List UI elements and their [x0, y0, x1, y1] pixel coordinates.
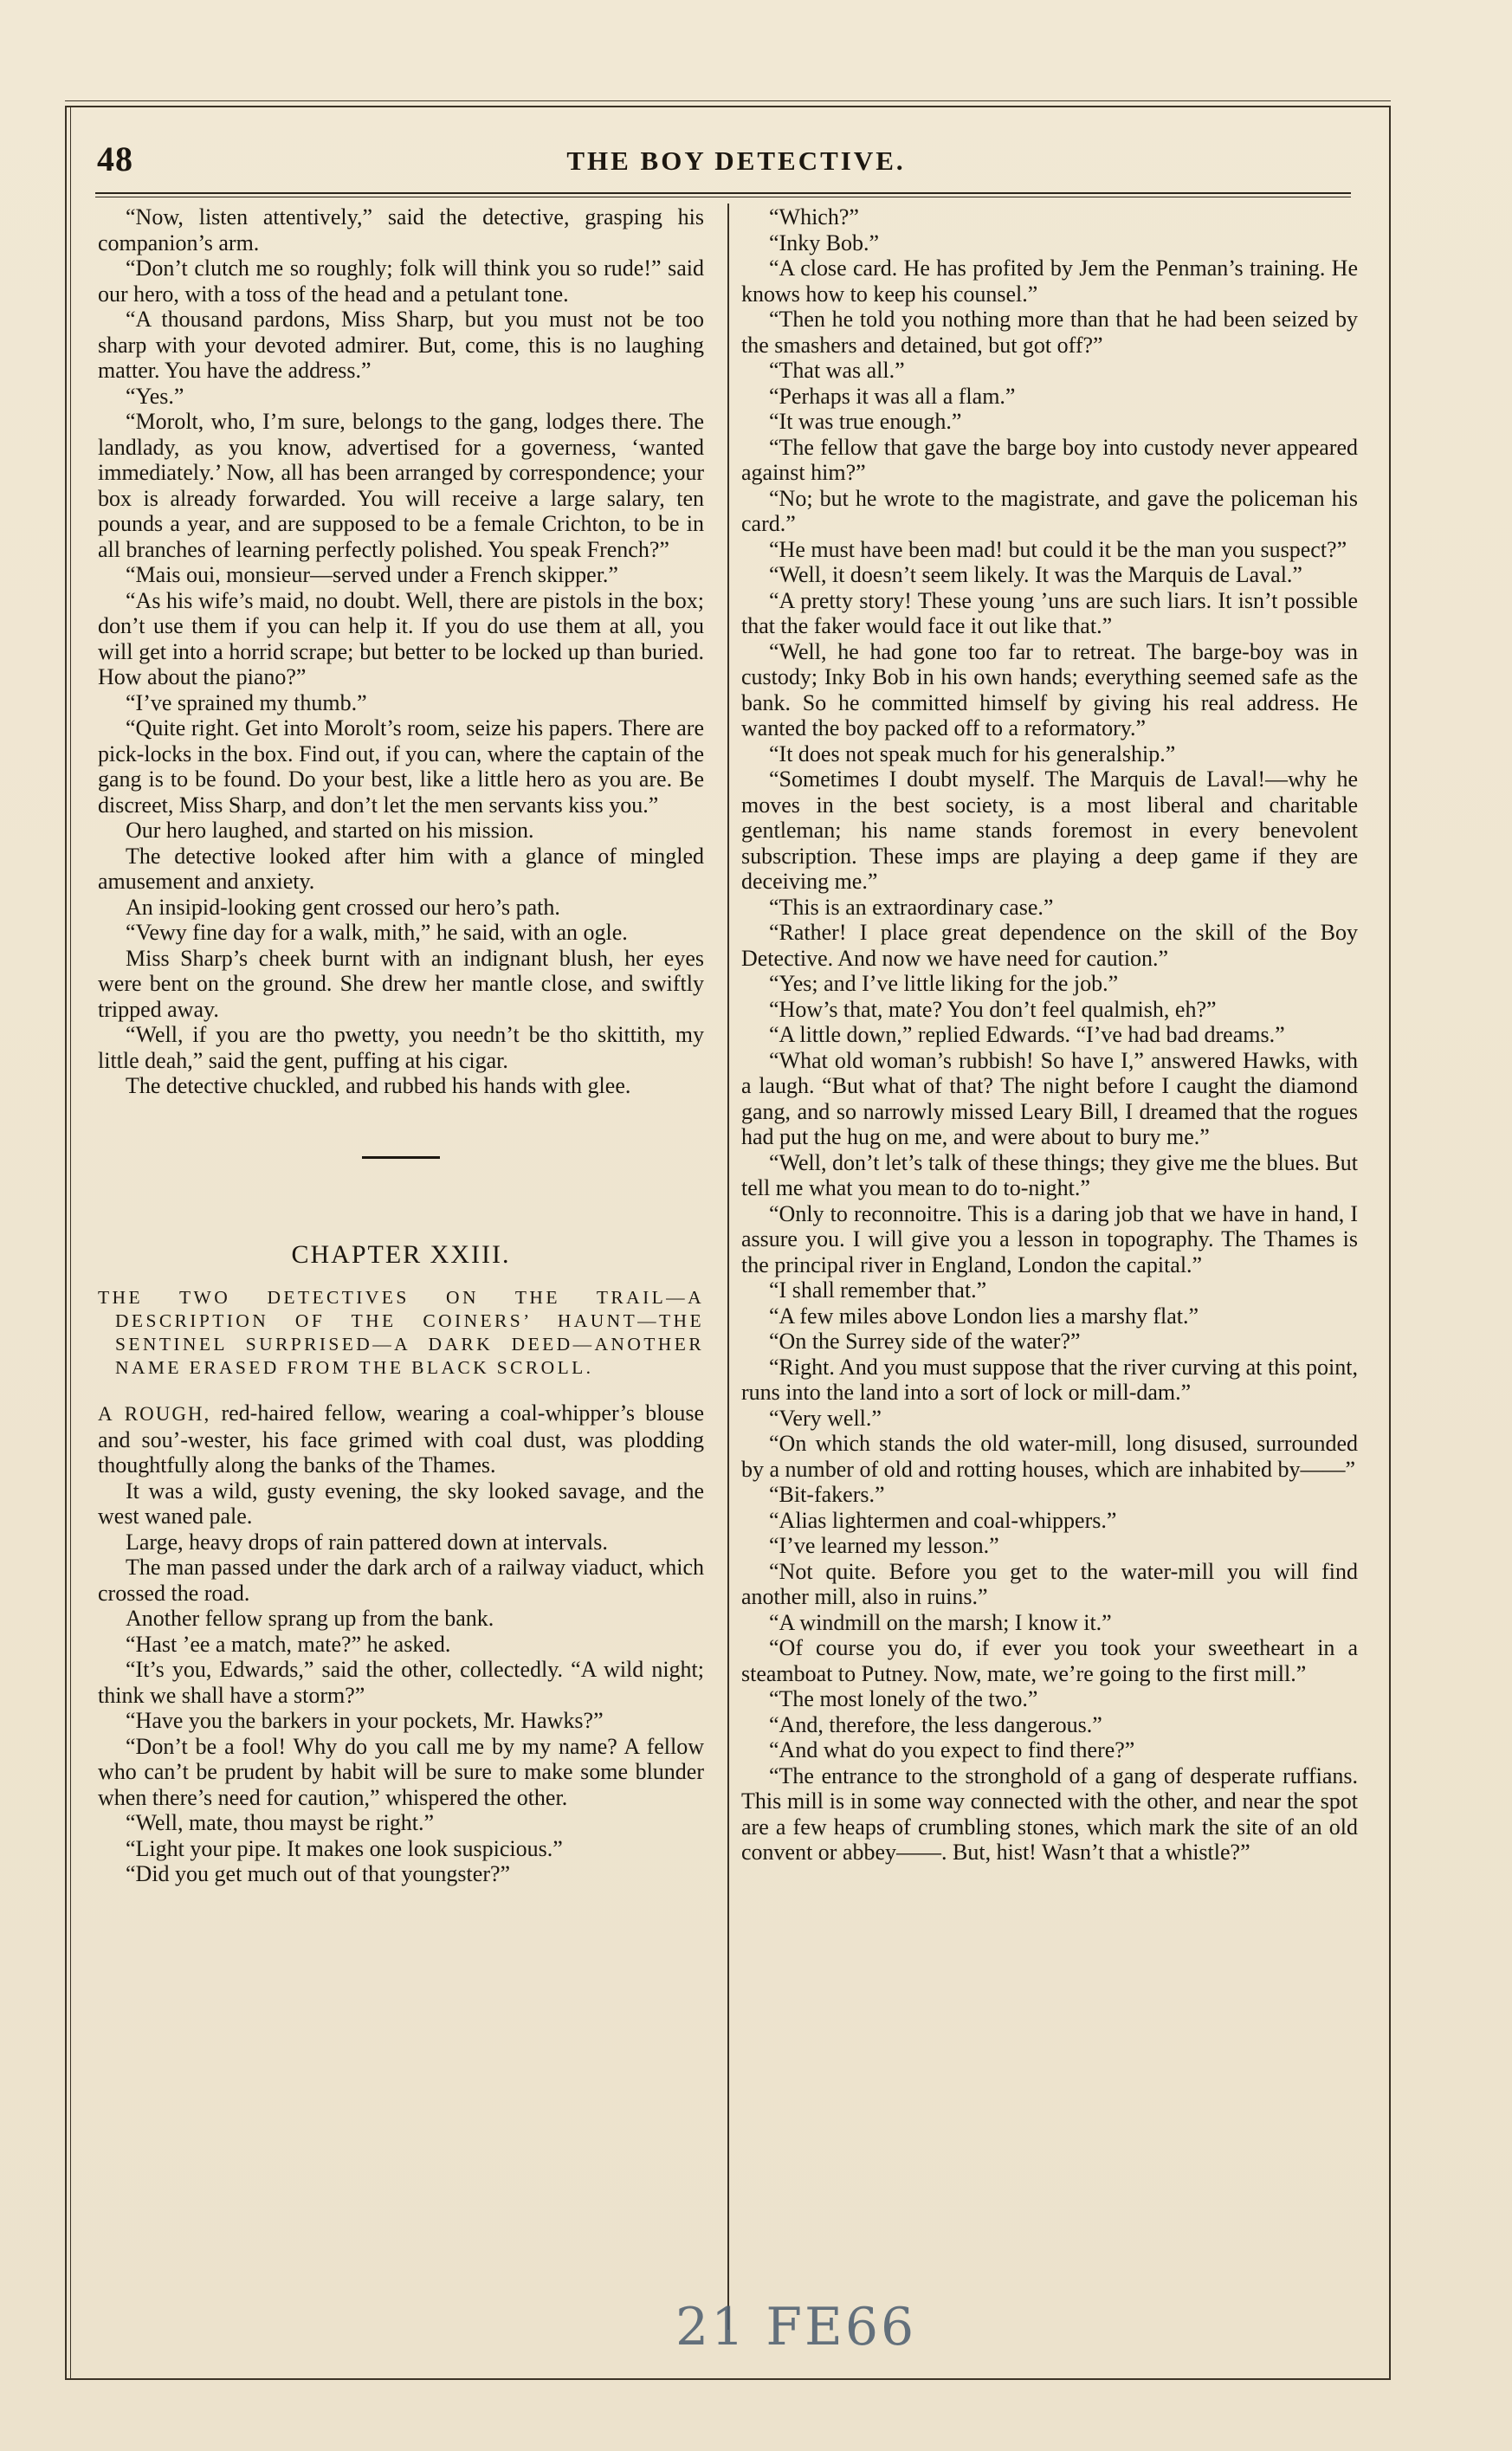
paragraph: “A few miles above London lies a marshy flat.”: [769, 1303, 1199, 1329]
paragraph: “A windmill on the marsh; I know it.”: [769, 1609, 1112, 1635]
paragraph: “Rather! I place great dependence on the skill of the Boy Detective. And now we have need for caution.”: [741, 920, 1358, 971]
library-date-stamp: 21 FE66: [675, 2297, 917, 2357]
paragraph: “Which?”: [769, 204, 859, 230]
paragraph: “Mais oui, monsieur—served under a French skipper.”: [126, 562, 618, 587]
chapter-title: CHAPTER XXIII.: [291, 1239, 511, 1269]
paragraph: “The entrance to the stronghold of a gang of desperate ruffians. This mill is in some way connected with the other, and near the spot are a few heaps of crumbling stones, which mark the site of an old convent or abbey——. But, hist! Wasn’t that a whistle?”: [741, 1762, 1358, 1865]
paragraph: “Not quite. Before you get to the water-mill you will find another mill, also in ruins.”: [741, 1558, 1358, 1609]
paragraph: The detective chuckled, and rubbed his hands with glee.: [126, 1073, 631, 1098]
paragraph: “On the Surrey side of the water?”: [769, 1329, 1081, 1354]
paragraph: “Hast ’ee a match, mate?” he asked.: [126, 1631, 451, 1657]
section-divider: [362, 1156, 440, 1159]
paragraph: “Well, it doesn’t seem likely. It was the Marquis de Laval.”: [769, 562, 1302, 587]
paragraph: “Then he told you nothing more than that he had been seized by the smashers and detained, but got off?”: [741, 307, 1358, 358]
paragraph: Large, heavy drops of rain pattered down at intervals.: [126, 1529, 608, 1555]
paragraph: “Bit-fakers.”: [769, 1482, 885, 1507]
paragraph: “I shall remember that.”: [769, 1277, 987, 1303]
paragraph: “Morolt, who, I’m sure, belongs to the gang, lodges there. The landlady, as you know, advertised for a governess, ‘wanted immediately.’ Now, all has been arranged by correspondence; your box is already forwarded. You will receive a large salary, ten pounds a year, and are supposed to be a female Crichton, to be in all branches of learning perfectly polished. You speak French?”: [98, 409, 704, 562]
paragraph: The man passed under the dark arch of a railway viaduct, which crossed the road.: [98, 1555, 704, 1606]
page-number: 48: [97, 139, 133, 178]
paragraph: Our hero laughed, and started on his mission.: [126, 818, 534, 843]
paragraph: “A close card. He has profited by Jem the Penman’s training. He knows how to keep his counsel.”: [741, 255, 1358, 307]
paragraph: “A pretty story! These young ’uns are such liars. It isn’t possible that the faker would face it out like that.”: [741, 587, 1358, 638]
right-column-text: [741, 204, 1358, 1866]
paragraph: “Don’t be a fool! Why do you call me by my name? A fellow who can’t be prudent by habit will be sure to make some blunder when there’s need for caution,” whispered the other.: [98, 1733, 704, 1810]
paragraph: “Sometimes I doubt myself. The Marquis de Laval!—why he moves in the best society, is a most liberal and charitable gentleman; his name stands foremost in every benevolent subscription. These imps are playing a deep game if they are deceiving me.”: [741, 766, 1358, 894]
paragraph: “Yes.”: [126, 383, 184, 409]
paragraph: “Did you get much out of that youngster?”: [126, 1861, 511, 1886]
paragraph: “Well, if you are tho pwetty, you needn’t be tho skittith, my little deah,” said the gent, puffing at his cigar.: [98, 1022, 704, 1073]
paragraph: “Light your pipe. It makes one look suspicious.”: [126, 1835, 563, 1861]
paragraph: “A thousand pardons, Miss Sharp, but you must not be too sharp with your devoted admirer. But, come, this is no laughing matter. You have the address.”: [98, 307, 704, 383]
opening-word: A ROUGH,: [98, 1403, 211, 1425]
paragraph: “Now, listen attentively,” said the detective, grasping his companion’s arm.: [98, 204, 704, 255]
paragraph: “He must have been mad! but could it be the man you suspect?”: [769, 536, 1347, 562]
chapter-summary: THE TWO DETECTIVES ON THE TRAIL—A DESCRIPTION OF THE COINERS’ HAUNT—THE SENTINEL SURPRISED—A DARK DEED—ANOTHER NAME ERASED FROM THE BLACK SCROLL.: [98, 1287, 704, 1378]
running-title: THE BOY DETECTIVE.: [566, 146, 906, 176]
paragraph: The detective looked after him with a glance of mingled amusement and anxiety.: [98, 843, 704, 894]
column-divider: [727, 204, 729, 2330]
paragraph: “Very well.”: [769, 1405, 882, 1431]
chapter-opening-paragraph: [98, 1400, 704, 1478]
paragraph: “I’ve learned my lesson.”: [769, 1533, 999, 1558]
paragraph: “And, therefore, the less dangerous.”: [769, 1711, 1102, 1737]
paragraph: “This is an extraordinary case.”: [769, 894, 1054, 920]
chapter-text: [98, 1478, 704, 1887]
header-rule: [95, 192, 1351, 194]
paragraph: “It does not speak much for his generalship.”: [769, 740, 1176, 766]
paragraph: “As his wife’s maid, no doubt. Well, there are pistols in the box; don’t use them if you can help it. If you do use them at all, you will get into a horrid scrape; but better to be locked up than buried. How about the piano?”: [98, 587, 704, 689]
paragraph: “A little down,” replied Edwards. “I’ve had bad dreams.”: [769, 1022, 1285, 1047]
left-column-text: [98, 204, 704, 1099]
paragraph: “What old woman’s rubbish! So have I,” answered Hawks, with a laugh. “But what of that? The night before I caught the diamond gang, and so narrowly missed Leary Bill, I dreamed that the rogues had put the hug on me, and were about to bury me.”: [741, 1047, 1358, 1149]
opening-text: red-haired fellow, wearing a coal-whipper’s blouse and sou’-wester, his face grimed with coal dust, was plodding thoughtfully along the banks of the Thames.: [98, 1400, 704, 1478]
paragraph: “Have you the barkers in your pockets, Mr. Hawks?”: [126, 1708, 604, 1733]
paragraph: Miss Sharp’s cheek burnt with an indignant blush, her eyes were bent on the ground. She drew her mantle close, and swiftly tripped away.: [98, 945, 704, 1022]
paragraph: “How’s that, mate? You don’t feel qualmish, eh?”: [769, 996, 1217, 1022]
paragraph: “Well, he had gone too far to retreat. The barge-boy was in custody; Inky Bob in his own hands; everything seemed safe as the bank. So he committed himself by giving his real address. He wanted the boy packed off to a reformatory.”: [741, 638, 1358, 740]
paragraph: “On which stands the old water-mill, long disused, surrounded by a number of old and rotting houses, which are inhabited by——”: [741, 1431, 1358, 1482]
paragraph: “No; but he wrote to the magistrate, and gave the policeman his card.”: [741, 485, 1358, 536]
paragraph: An insipid-looking gent crossed our hero’s path.: [126, 894, 560, 920]
paragraph: “That was all.”: [769, 358, 905, 383]
paragraph: “Inky Bob.”: [769, 230, 880, 255]
paragraph: “I’ve sprained my thumb.”: [126, 689, 367, 715]
paragraph: “The most lonely of the two.”: [769, 1686, 1038, 1711]
paragraph: “Of course you do, if ever you took your sweetheart in a steamboat to Putney. Now, mate, we’re going to the first mill.”: [741, 1635, 1358, 1686]
paragraph: “Well, don’t let’s talk of these things; they give me the blues. But tell me what you mean to do to-night.”: [741, 1149, 1358, 1200]
paragraph: “Alias lightermen and coal-whippers.”: [769, 1507, 1117, 1533]
top-border-rule: [65, 100, 1391, 101]
paragraph: Another fellow sprang up from the bank.: [126, 1606, 494, 1631]
paragraph: “Only to reconnoitre. This is a daring job that we have in hand, I assure you. I will give you a lesson in topography. The Thames is the principal river in England, London the capital.”: [741, 1200, 1358, 1277]
paragraph: “Quite right. Get into Morolt’s room, seize his papers. There are pick-locks in the box. Find out, if you can, where the captain of the gang is to be found. Do your best, like a little hero as you are. Be discreet, Miss Sharp, and don’t let the men servants kiss you.”: [98, 715, 704, 818]
paragraph: “And what do you expect to find there?”: [769, 1737, 1135, 1762]
paragraph: “Yes; and I’ve little liking for the job.”: [769, 971, 1119, 996]
left-column: [98, 204, 704, 1887]
paragraph: “Don’t clutch me so roughly; folk will think you so rude!” said our hero, with a toss of the head and a petulant tone.: [98, 255, 704, 307]
paragraph: “Well, mate, thou mayst be right.”: [126, 1810, 435, 1835]
paragraph: “It was true enough.”: [769, 409, 962, 434]
paragraph: It was a wild, gusty evening, the sky looked savage, and the west waned pale.: [98, 1478, 704, 1529]
paragraph: “Right. And you must suppose that the river curving at this point, runs into the land into a sort of lock or mill-dam.”: [741, 1354, 1358, 1405]
paragraph: “The fellow that gave the barge boy into custody never appeared against him?”: [741, 434, 1358, 485]
paragraph: “Perhaps it was all a flam.”: [769, 383, 1016, 409]
paragraph: “It’s you, Edwards,” said the other, collectedly. “A wild night; think we shall have a storm?”: [98, 1657, 704, 1708]
left-border-rule: [70, 106, 71, 2380]
right-column: [741, 204, 1358, 1866]
paragraph: “Vewy fine day for a walk, mith,” he said, with an ogle.: [126, 920, 628, 945]
